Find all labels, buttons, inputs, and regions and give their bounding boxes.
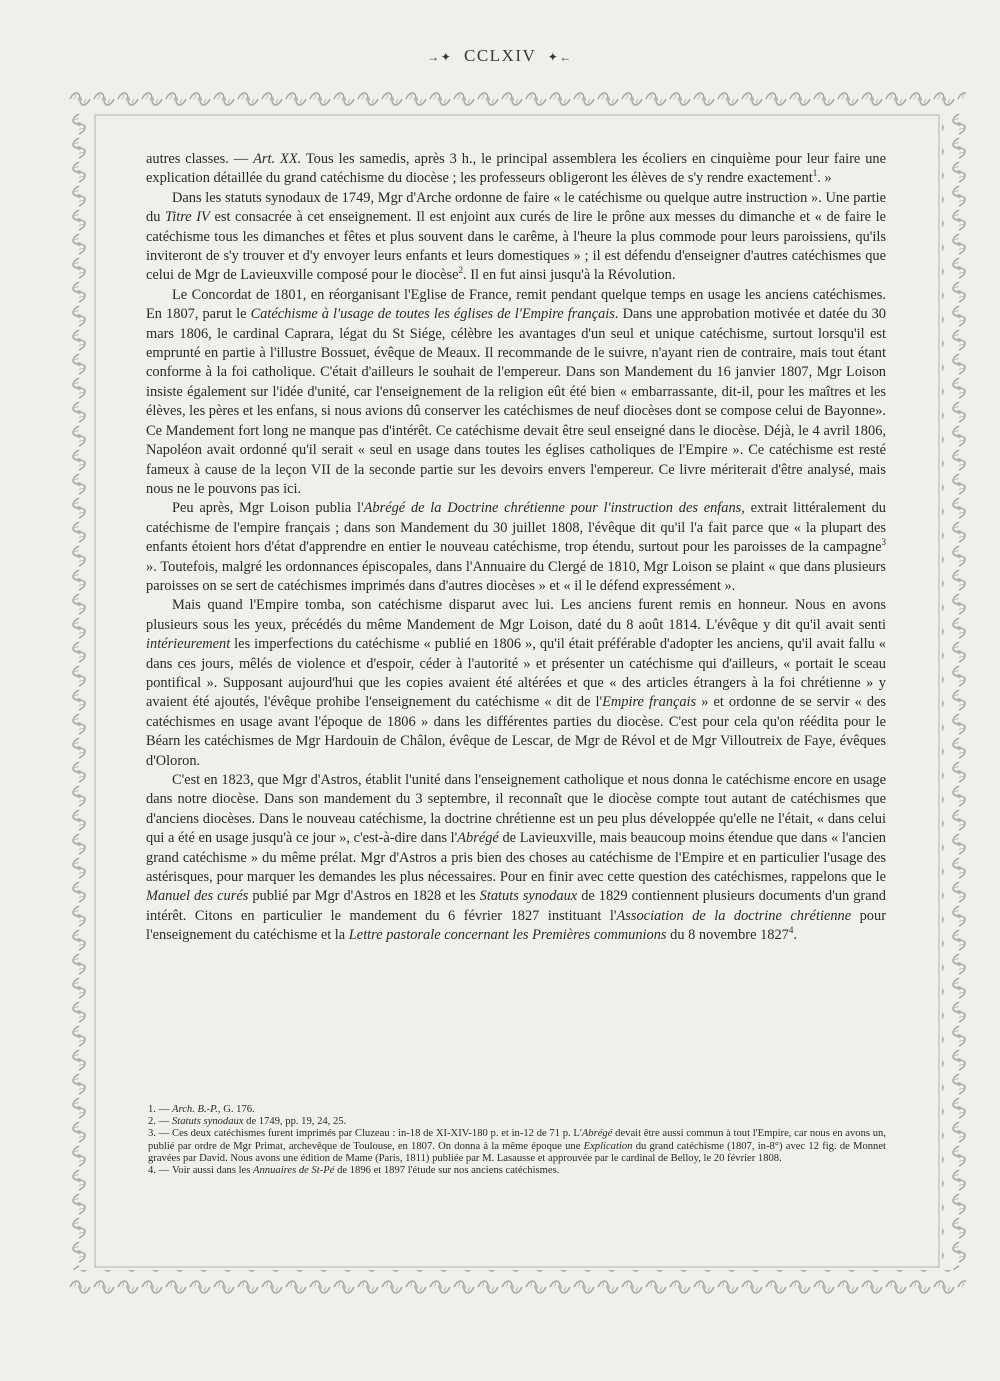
footnotes xyxy=(146,1104,886,1177)
footnote-number: 1. — xyxy=(148,1104,170,1115)
page-number: CCLXIV xyxy=(464,46,536,65)
footnote-ref: 3 xyxy=(881,537,886,548)
text-run: Tous les samedis, après 3 h., le principal assemblera les écoliers en cinquième pour leur faire une explication détaillée du grand catéchisme du diocèse ; les professeurs obligeront les élèves de s'y rendre exactement xyxy=(146,151,887,187)
text-run: Dans les statuts synodaux de 1749, Mgr d'Arche ordonne de faire « le catéchisme ou quelque autre instruction ». Une partie du xyxy=(146,189,886,226)
italic-run: Statuts synodaux xyxy=(479,888,578,905)
text-run: Voir aussi dans les xyxy=(172,1165,254,1177)
italic-run: Titre IV xyxy=(165,209,210,226)
text-run: de 1896 et 1897 l'étude sur nos anciens catéchismes. xyxy=(334,1165,560,1177)
paragraph xyxy=(146,286,886,499)
text-run: de 1749, pp. 19, 24, 25. xyxy=(243,1116,347,1128)
text-run: publié par Mgr d'Astros en 1828 et les xyxy=(248,888,480,905)
footnote-number: 3. — xyxy=(148,1128,170,1140)
text-run: du grand catéchisme (1807, in-8°) avec 12 fig. de Monnet gravées par David. Nous avons une édition de Mame (Paris, 1811) publiée par M. Lasausse et approuvée par le cardinal de Belloy, le 20 février 1808. xyxy=(148,1140,886,1164)
text-run: autres classes. — xyxy=(146,151,254,167)
text-run: . Il en fut ainsi jusqu'à la Révolution. xyxy=(463,267,676,284)
footnote-ref: 4 xyxy=(788,925,794,936)
italic-run: Catéchisme à l'usage de toutes les églises de l'Empire français xyxy=(250,306,615,323)
text-run: . » xyxy=(817,170,832,187)
text-run: extrait littéralement du catéchisme de l'empire français ; dans son Mandement du 30 juillet 1808, l'évêque dit qu'il l'a fait parce que « la plupart des enfants étoient hors d'état d'apprendre en entier le nouveau catéchisme, trop étendu, surtout pour les paroisses de la campagne xyxy=(146,500,886,556)
italic-run: Statuts synodaux xyxy=(172,1116,244,1128)
italic-run: Abrégé de la Doctrine chrétienne pour l'instruction des enfans, xyxy=(363,500,745,517)
text-run: Peu après, Mgr Loison publia l' xyxy=(172,500,364,517)
paragraph xyxy=(146,150,886,189)
text-run: de Lavieuxville, mais beaucoup moins étendue que dans « l'ancien grand catéchisme » du même prélat. Mgr d'Astros a pris bien des choses au catéchisme de l'Empire et en particulier l'usage des astérisques, pour marquer les demandes les plus nécessaires. Pour en finir avec cette question des catéchismes, rappelons que le xyxy=(146,830,886,886)
italic-run: Manuel des curés xyxy=(146,888,249,905)
paragraph xyxy=(146,499,886,596)
text-run: Le Concordat de 1801, en réorganisant l'Eglise de France, remit pendant quelque temps en usage les anciens catéchismes. En 1807, parut le xyxy=(146,286,886,323)
italic-run: Arch. B.-P. xyxy=(172,1104,218,1115)
text-run: ». Toutefois, malgré les ordonnances épiscopales, dans l'Annuaire du Clergé de 1810, Mgr Loison se plaint « que dans plusieurs paroisses on se sert de catéchismes imprimés dans d'autres diocèses » et « il le défend expressément ». xyxy=(146,558,886,594)
text-run: pour l'enseignement du catéchisme et la xyxy=(146,907,886,944)
italic-run: intérieurement xyxy=(146,636,231,653)
text-run: . Dans une approbation motivée et datée du 30 mars 1806, le cardinal Caprara, légat du St Siége, célèbre les avantages d'un seul et unique catéchisme, surtout lorsqu'il est emprunté en partie à l'illustre Bossuet, évêque de Meaux. Il recommande de le suivre, n'ayant rien de contraire, mais tout étant conforme à la foi catholique. C'était d'ailleurs le souhait de l'empereur. Dans son Mandement du 16 janvier 1807, Mgr Loison insiste également sur l'idée d'unité, car l'enseignement de la religion eût été bien « embarrassante, dit-il, pour les maîtres et les élèves, les pères et les enfans, si nous avions dû conserver les catéchismes de neuf diocèses dont se compose celui de Bayonne». Ce Mandement fort long ne manque pas d'intérêt. Ce catéchisme devait être seul enseigné dans le diocèse. Déjà, le 4 avril 1806, Napoléon avait ordonné qu'il serait « seul en usage dans toutes les églises catholiques de l'Empire ». Ce catéchisme est resté fameux à cause de la leçon VII de la seconde partie sur les devoirs envers l'empereur. Ce livre mériterait d'être analysé, mais nous ne le pouvons pas ici. xyxy=(146,306,886,497)
text-run: , G. 176. xyxy=(217,1104,255,1115)
text-run: les imperfections du catéchisme « publié en 1806 », qu'il était préférable d'adopter les anciens, qu'il avait fallu « dans ces jours, mêlés de violence et d'espoir, céder à l'autorité » et présenter un catéchisme qui d'ailleurs, « portait le sceau pontifical ». Supposant aujourd'hui que les copies avaient été altérées et que « des articles étrangers à la foi chrétienne » y avaient été ajoutés, l'évêque prohibe l'enseignement du catéchisme « dit de l' xyxy=(146,636,886,711)
italic-run: Explication xyxy=(583,1140,633,1152)
footnote xyxy=(146,1165,886,1177)
text-run: Mais quand l'Empire tomba, son catéchisme disparut avec lui. Les anciens furent remis en honneur. Nous en avons plusieurs sous les yeux, précédés du même Mandement de Mgr Loison, daté du 8 août 1814. L'évêque y dit qu'il avait senti xyxy=(146,597,886,633)
right-ornament: ✦← xyxy=(547,50,573,64)
footnote-ref: 2 xyxy=(458,265,463,276)
italic-run: Empire français xyxy=(602,694,697,711)
footnote-ref: 1 xyxy=(812,168,818,179)
footnote xyxy=(146,1104,886,1116)
text-run: C'est en 1823, que Mgr d'Astros, établit l'unité dans l'enseignement catholique et nous donna le catéchisme encore en usage dans notre diocèse. Dans son mandement du 3 septembre, il reconnaît que le diocèse compte tout autant de catéchismes que d'anciens diocèses. Dans le nouveau catéchisme, la doctrine chrétienne est un peu plus développée qu'elle ne l'était, « dans celui qui a été en usage jusqu'à ce jour », c'est-à-dire dans l' xyxy=(146,772,886,847)
footnote-number: 4. — xyxy=(148,1165,170,1177)
italic-run: Abrégé xyxy=(581,1128,613,1140)
footnote xyxy=(146,1128,886,1165)
italic-run: Art. XX. xyxy=(253,151,302,167)
text-run: devait être aussi commun à tout l'Empire, car nous en avons un, publié par ordre de Mgr Primat, archevêque de Toulouse, en 1807. On donna à la même époque une xyxy=(148,1128,886,1152)
text-run: Ces deux catéchismes furent imprimés par Cluzeau : in-18 de XI-XIV-180 p. et in-12 de 71 p. L' xyxy=(172,1128,582,1140)
text-run: . xyxy=(793,927,797,944)
left-ornament: →✦ xyxy=(427,50,453,64)
italic-run: Abrégé xyxy=(457,830,499,847)
text-run: de 1829 contiennent plusieurs documents d'un grand intérêt. Citons en particulier le mandement du 6 février 1827 instituant l' xyxy=(146,888,886,924)
italic-run: Annuaires de St-Pé xyxy=(253,1165,335,1177)
page-header xyxy=(0,46,1000,66)
paragraph xyxy=(146,596,886,771)
paragraph xyxy=(146,189,886,286)
footnote xyxy=(146,1116,886,1128)
text-run: du 8 novembre 1827 xyxy=(666,927,789,944)
paragraph xyxy=(146,771,886,946)
footnote-number: 2. — xyxy=(148,1116,170,1128)
body-text xyxy=(146,150,886,946)
italic-run: Lettre pastorale concernant les Premières communions xyxy=(348,927,667,944)
text-run: est consacrée à cet enseignement. Il est enjoint aux curés de lire le prône aux messes du dimanche et « de faire le catéchisme tous les dimanches et fêtes et plus souvent dans le carême, à l'heure la plus commode pour leurs paroissiens, qu'ils inviteront de s'y trouver et d'y envoyer leurs enfants et leurs domestiques » ; il est défendu d'enseigner d'autres catéchismes que celui de Mgr de Lavieuxville composé pour le diocèse xyxy=(146,209,886,284)
text-run: » et ordonne de se servir « des catéchismes en usage avant l'époque de 1806 » dans les différentes parties du diocèse. C'est pour cela qu'on réédita pour le Béarn les catéchismes de Mgr Hardouin de Châlon, évêque de Lescar, de Mgr de Révol et de Mgr Villoutreix de Faye, évêques d'Oloron. xyxy=(146,694,887,769)
italic-run: Association de la doctrine chrétienne xyxy=(616,907,852,924)
